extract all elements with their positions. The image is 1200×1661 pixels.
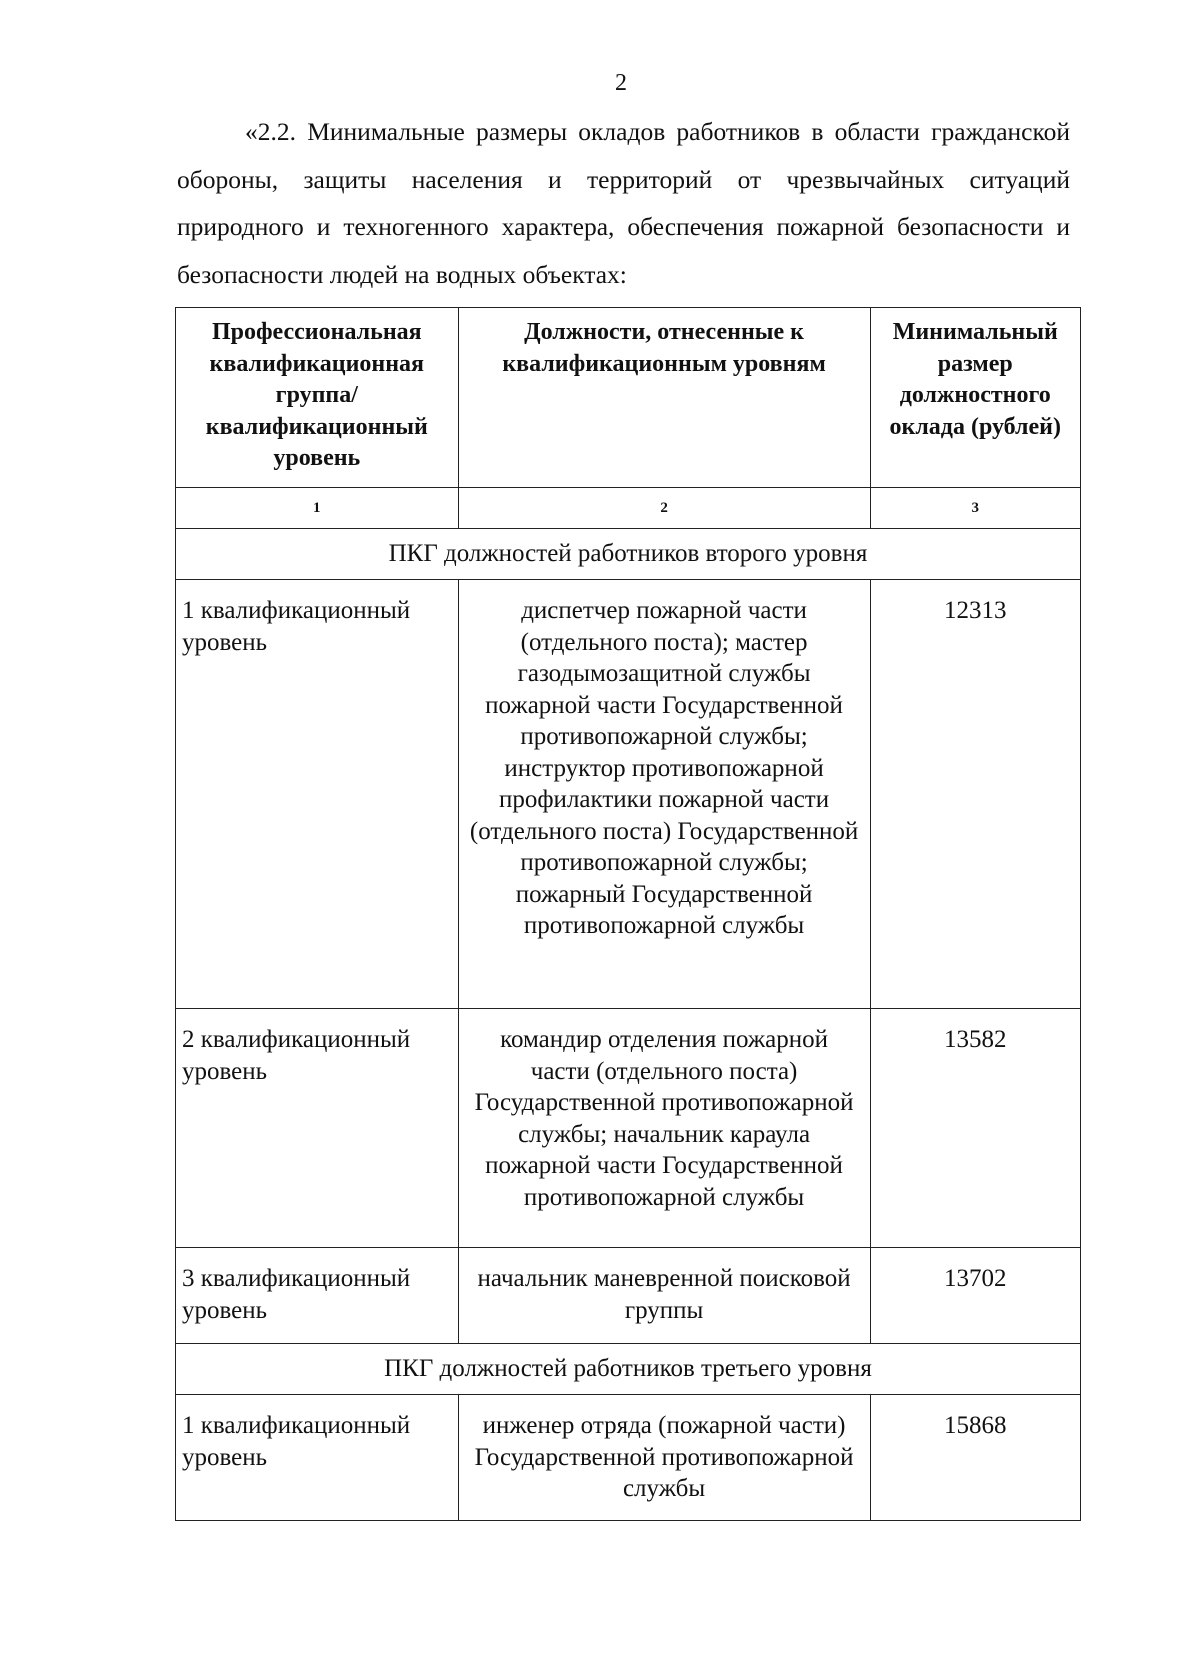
table-header-row — [176, 308, 1081, 488]
qualification-level: 1 квалификационный уровень — [176, 580, 459, 1009]
salary-cell: 13582 — [870, 1009, 1080, 1248]
positions-cell: командир отделения пожарной части (отдельного поста) Государственной противопожарной службы; начальник караула пожарной части Государственной противопожарной службы — [458, 1009, 870, 1248]
table-row — [176, 1395, 1081, 1521]
qualification-level: 3 квалификационный уровень — [176, 1248, 459, 1344]
salary-table — [175, 307, 1081, 1521]
group-row — [176, 1344, 1081, 1395]
table-row — [176, 1248, 1081, 1344]
page-number: 2 — [615, 70, 627, 96]
salary-cell: 13702 — [870, 1248, 1080, 1344]
column-number: 2 — [458, 488, 870, 529]
salary-cell: 12313 — [870, 580, 1080, 1009]
intro-paragraph: «2.2. Минимальные размеры окладов работников в области гражданской обороны, защиты населения и территорий от чрезвычайных ситуаций природного и техногенного характера, обеспечения пожарной безопасности и безопасности людей на водных объектах: — [177, 117, 1070, 289]
positions-cell: инженер отряда (пожарной части) Государственной противопожарной службы — [458, 1395, 870, 1521]
table-row — [176, 1009, 1081, 1248]
salary-cell: 15868 — [870, 1395, 1080, 1521]
table-row — [176, 580, 1081, 1009]
header-qualification-group: Профессиональная квалификационная группа/ квалификационный уровень — [176, 308, 459, 488]
group-title: ПКГ должностей работников второго уровня — [176, 529, 1081, 580]
column-number-row — [176, 488, 1081, 529]
header-min-salary: Минимальный размер должностного оклада (рублей) — [870, 308, 1080, 488]
group-title: ПКГ должностей работников третьего уровня — [176, 1344, 1081, 1395]
header-positions: Должности, отнесенные к квалификационным уровням — [458, 308, 870, 488]
column-number: 3 — [870, 488, 1080, 529]
group-row — [176, 529, 1081, 580]
qualification-level: 2 квалификационный уровень — [176, 1009, 459, 1248]
column-number: 1 — [176, 488, 459, 529]
positions-cell: диспетчер пожарной части (отдельного поста); мастер газодымозащитной службы пожарной части Государственной противопожарной службы; инструктор противопожарной профилактики пожарной части (отдельного поста) Государственной противопожарной службы; пожарный Государственной противопожарной службы — [458, 580, 870, 1009]
positions-cell: начальник маневренной поисковой группы — [458, 1248, 870, 1344]
qualification-level: 1 квалификационный уровень — [176, 1395, 459, 1521]
